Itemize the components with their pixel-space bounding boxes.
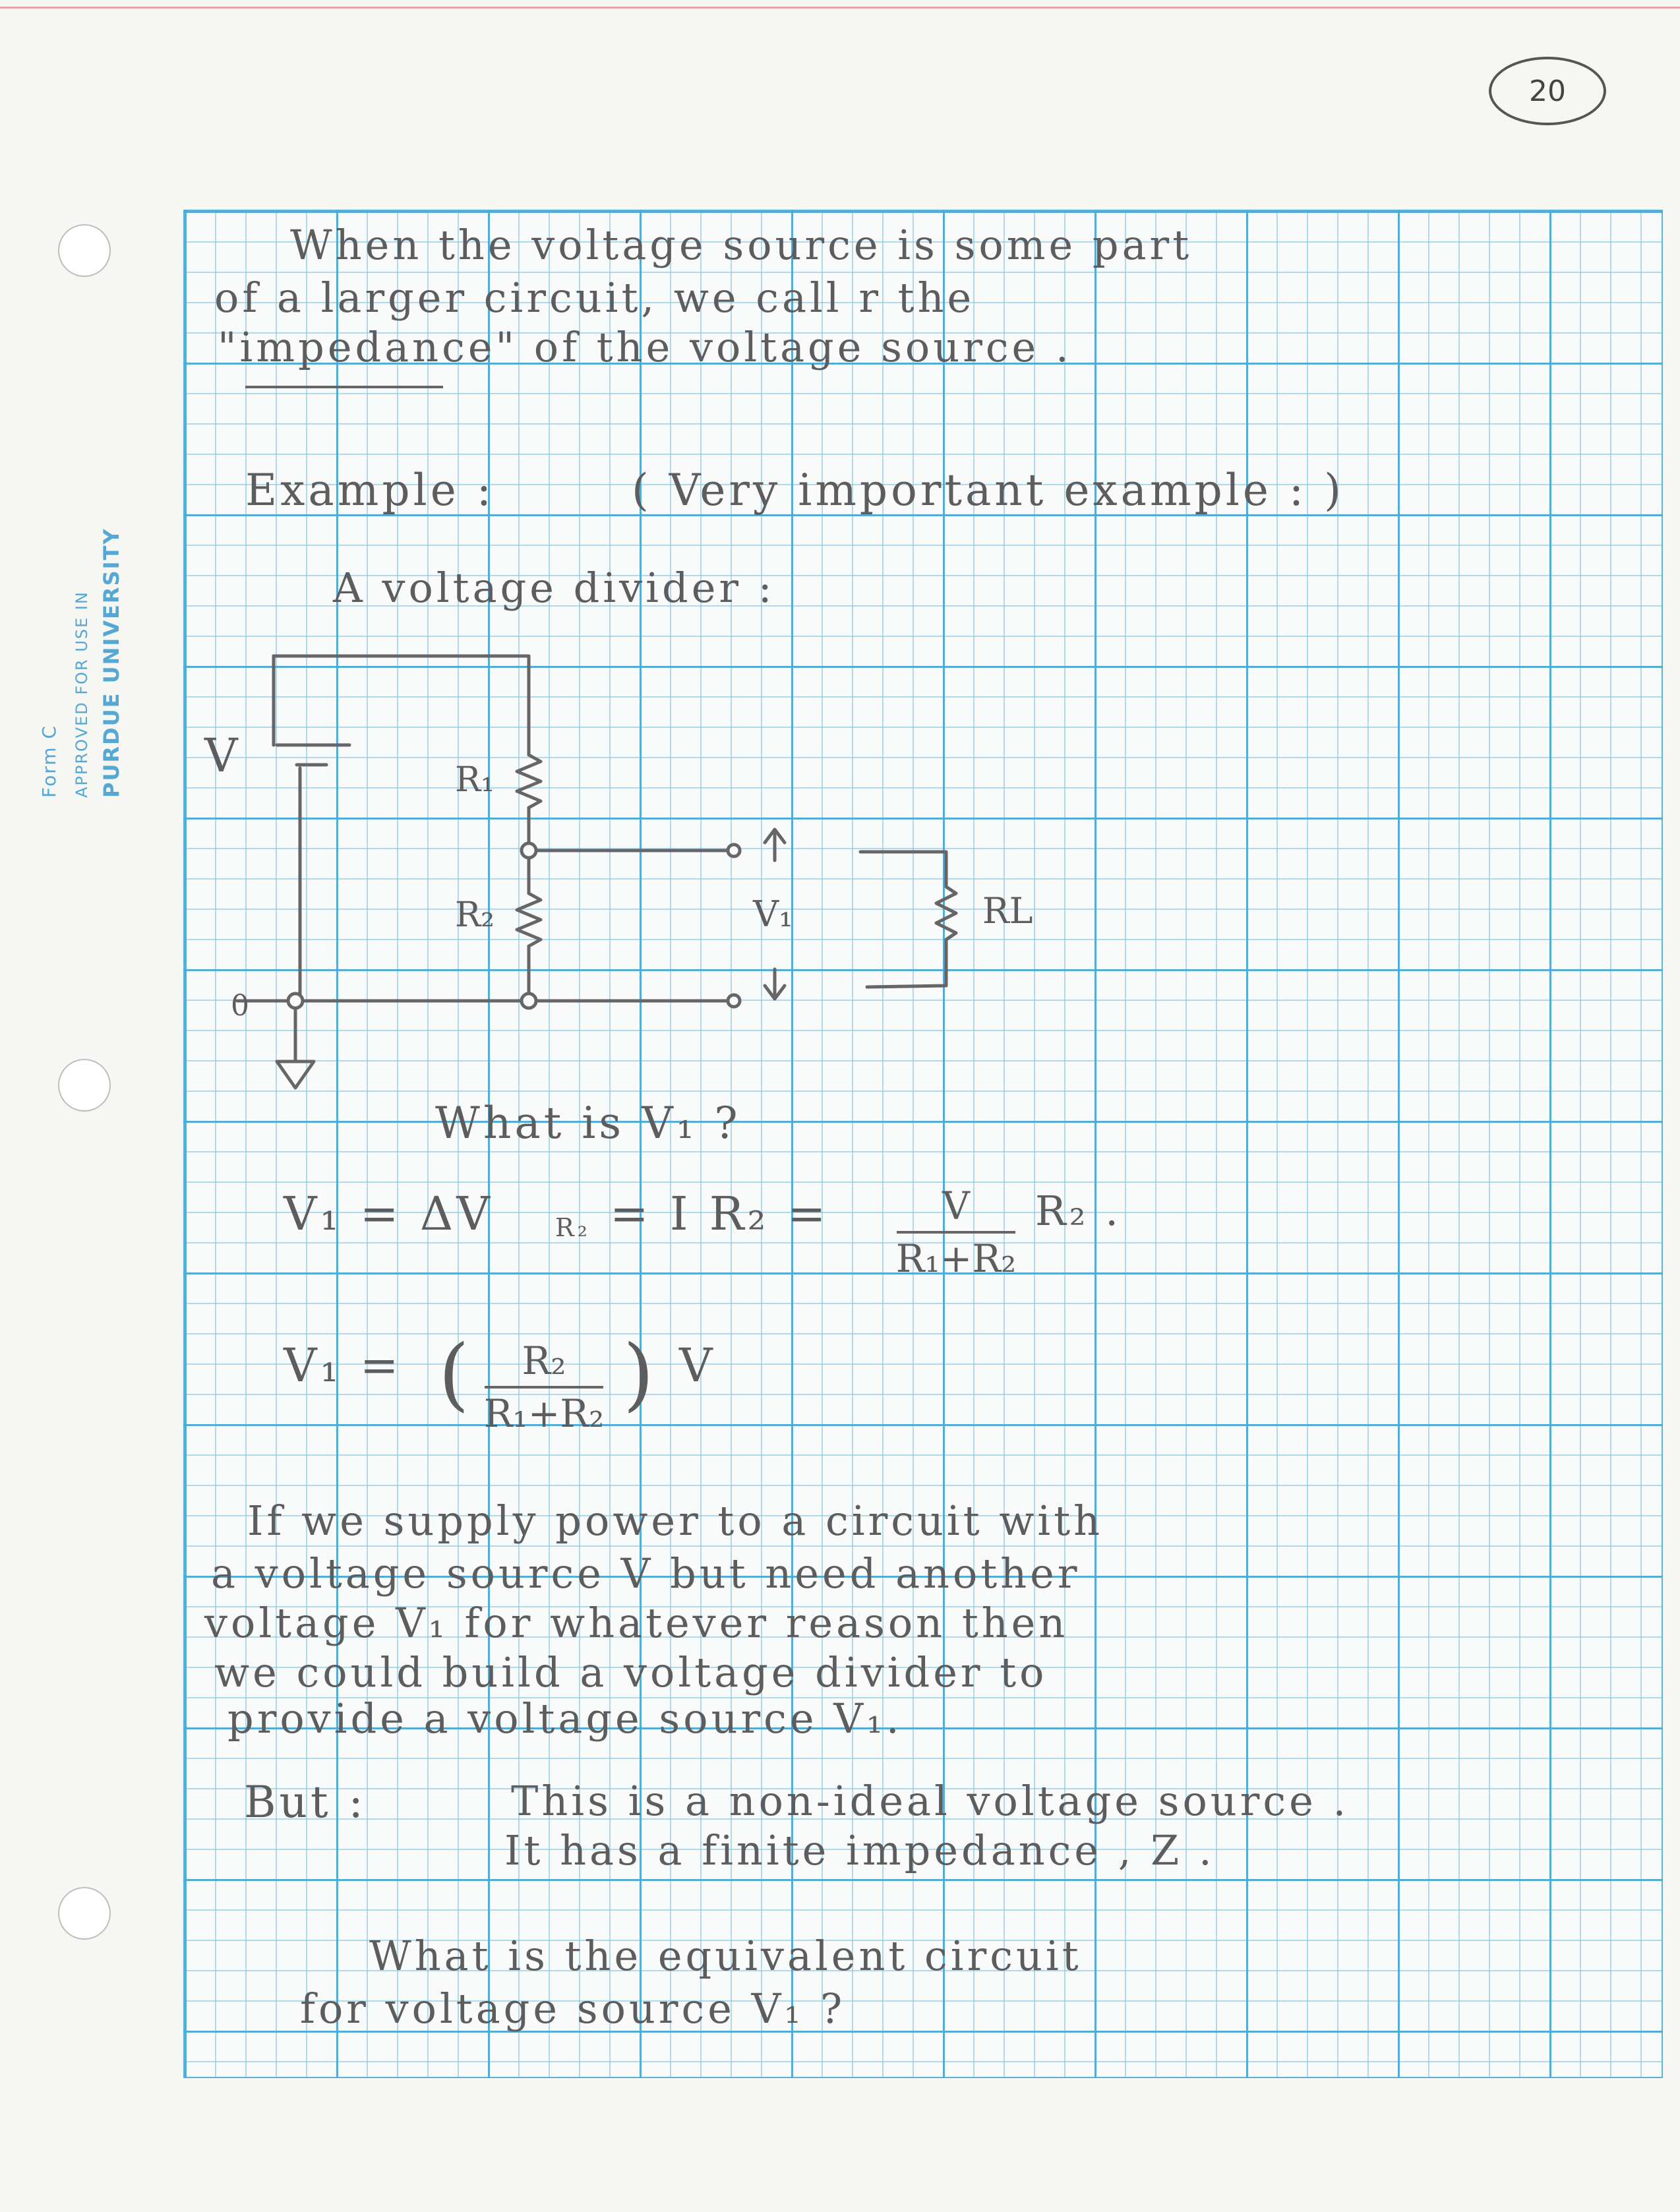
equation-1-numerator: V [942, 1183, 970, 1228]
equation-1-denominator: R₁+R₂ [895, 1236, 1017, 1281]
note-line: This is a non-ideal voltage source . [511, 1777, 1350, 1825]
equation-1-fraction [897, 1183, 1015, 1281]
note-line: When the voltage source is some part [290, 221, 1193, 269]
form-line-3: PURDUE UNIVERSITY [99, 527, 124, 798]
fraction-bar [485, 1386, 603, 1389]
impedance-underline [245, 386, 443, 388]
page-number: 20 [1489, 57, 1606, 125]
note-line: provide a voltage source V₁. [227, 1694, 903, 1743]
voltage-divider-circuit [185, 633, 1108, 1134]
source-label: V [204, 729, 238, 783]
terminal-top [728, 845, 740, 856]
terminal-bottom [728, 995, 740, 1007]
node-bottom [522, 994, 536, 1008]
equation-1-lhs: V₁ = ΔV [284, 1187, 493, 1241]
equation-1-mid: = I R₂ = [610, 1187, 829, 1241]
note-line: If we supply power to a circuit with [247, 1497, 1104, 1545]
but-label: But : [244, 1777, 367, 1828]
node-top [522, 843, 536, 858]
binder-hole-top [58, 224, 111, 277]
left-paren: ( [438, 1329, 469, 1420]
equation-2-tail: V [679, 1338, 716, 1392]
question-v1: What is V₁ ? [435, 1098, 741, 1149]
note-line: we could build a voltage divider to [214, 1648, 1048, 1696]
note-line: "impedance" of the voltage source . [218, 323, 1072, 371]
equation-2-fraction [485, 1338, 603, 1436]
example-title: A voltage divider : [333, 564, 775, 612]
r1-label: R₁ [455, 760, 495, 800]
equation-2-numerator: R₂ [522, 1338, 566, 1383]
example-note: ( Very important example : ) [632, 465, 1344, 516]
node-ground [288, 994, 303, 1008]
v1-label: V₁ [753, 893, 793, 935]
right-paren: ) [623, 1329, 654, 1420]
top-margin-line [0, 7, 1680, 9]
form-imprint [38, 488, 170, 798]
form-line-1: Form C [38, 725, 60, 798]
note-line: of a larger circuit, we call r the [214, 274, 975, 322]
equation-2-denominator: R₁+R₂ [483, 1391, 605, 1436]
binder-hole-middle [58, 1059, 111, 1112]
equation-1-tail: R₂ . [1035, 1187, 1122, 1235]
note-line: for voltage source V₁ ? [300, 1985, 846, 2033]
form-line-2: APPROVED FOR USE IN [73, 591, 91, 798]
rl-label: RL [982, 890, 1033, 932]
r2-label: R₂ [455, 895, 495, 935]
note-line: It has a finite impedance , Z . [504, 1826, 1215, 1874]
note-line: voltage V₁ for whatever reason then [204, 1599, 1069, 1647]
example-label: Example : [245, 465, 495, 516]
binder-hole-bottom [58, 1887, 111, 1940]
equation-2-lhs: V₁ = [284, 1338, 402, 1392]
equation-1-subscript: R₂ [555, 1213, 591, 1242]
ground-label: 0 [231, 989, 249, 1023]
note-line: a voltage source V but need another [211, 1549, 1081, 1598]
note-line: What is the equivalent circuit [369, 1932, 1082, 1980]
fraction-bar [897, 1231, 1015, 1234]
